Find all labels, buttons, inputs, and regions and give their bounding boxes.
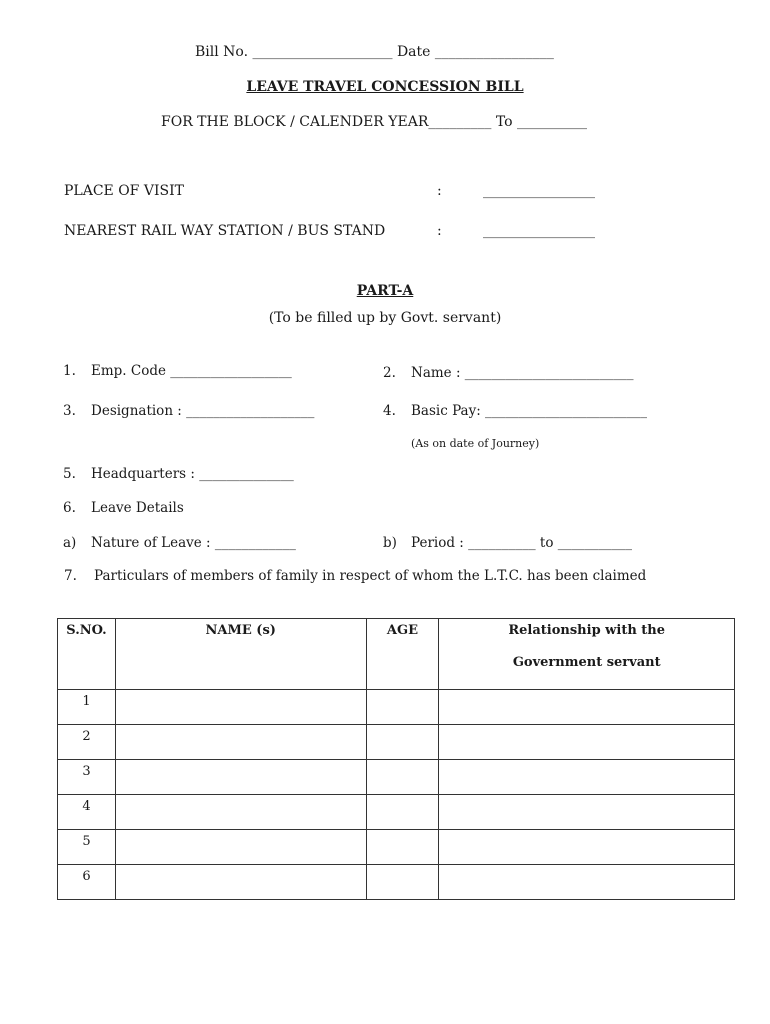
block-year-to-label: To: [495, 114, 513, 130]
place-of-visit-blank[interactable]: ________________: [483, 183, 595, 199]
member-relationship-cell[interactable]: [439, 690, 735, 725]
member-name-cell[interactable]: [115, 795, 366, 830]
member-name-cell[interactable]: [115, 830, 366, 865]
nearest-station-colon: :: [437, 223, 442, 239]
place-of-visit-colon: :: [437, 183, 442, 199]
table-row: [58, 760, 735, 795]
headquarters-number: 5.: [63, 466, 76, 482]
block-year-label: FOR THE BLOCK / CALENDER YEAR: [161, 114, 429, 130]
row-serial: 5: [58, 830, 116, 865]
table-row: [58, 830, 735, 865]
row-serial: 1: [58, 690, 116, 725]
name-number: 2.: [383, 365, 396, 381]
member-name-cell[interactable]: [115, 690, 366, 725]
nearest-station-label: NEAREST RAIL WAY STATION / BUS STAND: [64, 223, 386, 239]
table-row: [58, 725, 735, 760]
place-of-visit-label: PLACE OF VISIT: [64, 183, 184, 199]
basic-pay-number: 4.: [383, 403, 396, 419]
member-relationship-cell[interactable]: [439, 865, 735, 900]
particulars-label: Particulars of members of family in respect of whom the L.T.C. has been claimed: [94, 568, 647, 584]
block-year-to-blank[interactable]: __________: [516, 114, 587, 130]
nature-of-leave-field[interactable]: Nature of Leave : ____________: [91, 535, 296, 551]
period-field[interactable]: Period : __________ to ___________: [411, 535, 633, 551]
headquarters-field[interactable]: Headquarters : ______________: [91, 466, 294, 482]
block-year-line: [161, 114, 587, 130]
part-a-subtitle: (To be filled up by Govt. servant): [268, 310, 502, 326]
nature-of-leave-marker: a): [63, 535, 77, 551]
member-relationship-cell[interactable]: [439, 795, 735, 830]
member-name-cell[interactable]: [115, 865, 366, 900]
member-age-cell[interactable]: [366, 690, 439, 725]
relationship-header-line2: Government servant: [512, 655, 661, 670]
relationship-header: [439, 619, 735, 690]
block-year-from-blank[interactable]: _________: [428, 114, 492, 130]
member-name-cell[interactable]: [115, 725, 366, 760]
period-marker: b): [383, 535, 397, 551]
member-name-cell[interactable]: [115, 760, 366, 795]
member-relationship-cell[interactable]: [439, 760, 735, 795]
basic-pay-note: (As on date of Journey): [411, 437, 540, 450]
relationship-header-line1: Relationship with the: [508, 623, 666, 638]
nearest-station-blank[interactable]: ________________: [483, 223, 595, 239]
row-serial: 3: [58, 760, 116, 795]
family-members-table: [57, 618, 735, 900]
member-age-cell[interactable]: [366, 830, 439, 865]
name-header: NAME (s): [115, 619, 366, 690]
row-serial: 2: [58, 725, 116, 760]
member-age-cell[interactable]: [366, 725, 439, 760]
age-header: AGE: [366, 619, 439, 690]
emp-code-number: 1.: [63, 363, 76, 379]
designation-number: 3.: [63, 403, 76, 419]
member-age-cell[interactable]: [366, 865, 439, 900]
table-header-row: [58, 619, 735, 690]
leave-details-number: 6.: [63, 500, 76, 516]
row-serial: 4: [58, 795, 116, 830]
table-row: [58, 690, 735, 725]
table-row: [58, 795, 735, 830]
bill-number-date-line: Bill No. ____________________ Date _________________: [195, 44, 554, 60]
basic-pay-field[interactable]: Basic Pay: ________________________: [411, 403, 648, 419]
part-a-title: PART-A: [356, 283, 414, 299]
member-age-cell[interactable]: [366, 760, 439, 795]
member-relationship-cell[interactable]: [439, 725, 735, 760]
particulars-number: 7.: [64, 568, 77, 584]
table-row: [58, 865, 735, 900]
emp-code-field[interactable]: Emp. Code __________________: [91, 363, 292, 379]
row-serial: 6: [58, 865, 116, 900]
leave-details-label: Leave Details: [91, 500, 184, 516]
member-age-cell[interactable]: [366, 795, 439, 830]
name-field[interactable]: Name : _________________________: [411, 365, 634, 381]
form-title: LEAVE TRAVEL CONCESSION BILL: [246, 79, 524, 95]
member-relationship-cell[interactable]: [439, 830, 735, 865]
sno-header: S.NO.: [58, 619, 116, 690]
designation-field[interactable]: Designation : ___________________: [91, 403, 315, 419]
